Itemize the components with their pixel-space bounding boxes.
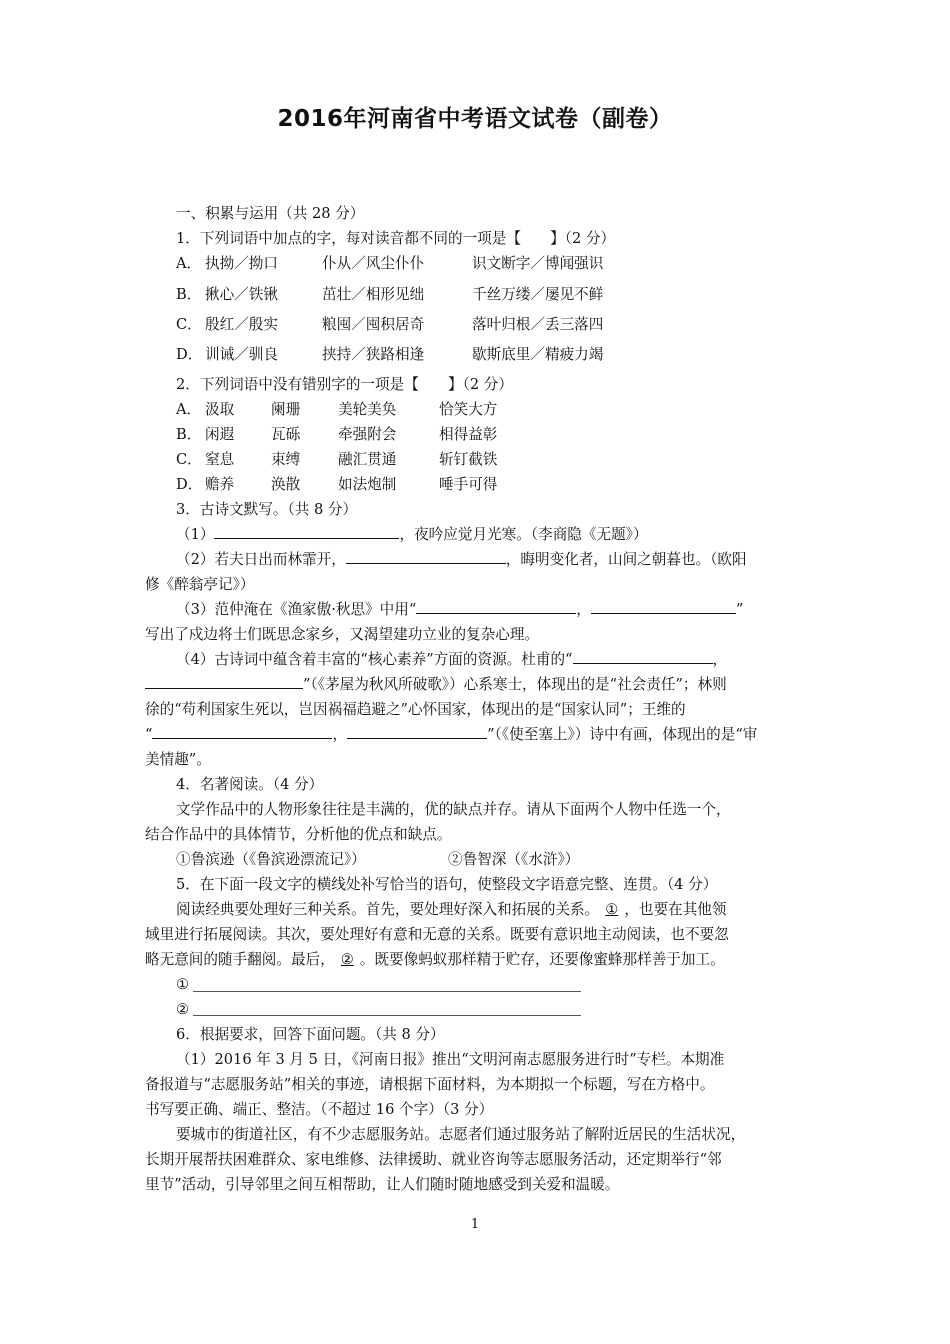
option-pair-2: 仆从／风尘仆仆 [322,255,425,272]
option-word-3: 如法炮制 [338,476,397,493]
q3-item-4 [176,647,844,672]
item-prefix: （2）若夫日出而林霏开， [176,551,346,568]
item-text: ” [735,601,744,618]
page-number: 1 [470,1217,480,1232]
option-word-3: 牵强附会 [338,426,397,443]
q3-item-4-line5: 美情趣”。 [145,751,211,768]
answer-blank[interactable] [591,599,736,614]
document-title: 2016年河南省中考语文试卷（副卷） [277,106,673,132]
item-prefix: （3）范仲淹在《渔家傲·秋思》中用“ [176,601,417,618]
item-sep: ， [332,726,348,743]
question-6-stem: 6．根据要求，回答下面问题。（共 8 分） [176,1026,445,1043]
question-1-stem: 1．下列词语中加点的字，每对读音都不同的一项是【 】（2 分） [176,230,616,247]
question-2-stem: 2．下列词语中没有错别字的一项是【 】（2 分） [176,376,513,393]
option-word-3: 美轮美奂 [338,401,397,418]
option-word-2: 束缚 [271,451,301,468]
q3-item-1 [176,522,844,547]
answer-blank[interactable] [416,599,576,614]
option-label: B． [176,286,202,303]
q3-item-2 [176,547,844,572]
option-pair-3: 歇斯底里／精疲力竭 [472,346,604,363]
q3-item-4-line4 [145,722,813,747]
blank-marker-1[interactable]: ① [605,901,619,918]
item-text: 略无意间的随手翻阅。最后， [145,951,335,968]
q4-choice-1: ①鲁滨逊（《鲁滨逊漂流记》） [176,851,366,868]
option-pair-2: 挟持／狭路相逢 [322,346,425,363]
option-pair-1: 执拗／拗口 [205,255,278,272]
q3-item-4-line3: 徐的“苟利国家生死以，岂因祸福趋避之”心怀国家，体现出的是“国家认同”；王维的 [145,701,686,718]
option-word-4: 相得益彰 [439,426,498,443]
option-word-1: 窒息 [205,451,235,468]
option-word-2: 涣散 [271,476,301,493]
item-text: 阅读经典要处理好三种关系。首先，要处理好深入和拓展的关系。 [176,901,600,918]
question-4-stem: 4．名著阅读。（4 分） [176,776,324,793]
q6-text-line6: 里节”活动，引导邻里之间互相帮助，让人们随时随地感受到关爱和温暖。 [145,1176,620,1193]
option-word-1: 汲取 [205,401,235,418]
option-word-1: 赡养 [205,476,235,493]
option-label: C． [176,316,202,333]
q5-text-line1 [176,897,844,922]
option-label: B． [176,426,202,443]
blank-marker-2[interactable]: ② [340,951,354,968]
item-text: ”（《使至塞上》）诗中有画，体现出的是“审 [487,726,758,743]
q3-item-3 [176,597,844,622]
q3-item-4-line2 [145,672,813,697]
q5-text-line3 [145,947,813,972]
option-label: D． [176,476,203,493]
option-pair-2: 茁壮／相形见绌 [322,286,425,303]
q5-answer-label-1: ① [176,976,190,993]
answer-blank[interactable] [152,724,332,739]
option-pair-3: 落叶归根／丢三落四 [472,316,604,333]
option-word-4: 斩钉截铁 [439,451,498,468]
option-word-3: 融汇贯通 [338,451,397,468]
option-word-4: 唾手可得 [439,476,498,493]
option-pair-3: 千丝万缕／屡见不鲜 [472,286,604,303]
item-text: 。既要像蚂蚁那样精于贮存，还要像蜜蜂那样善于加工。 [359,951,725,968]
item-text: ”（《茅屋为秋风所破歌》）心系寒士，体现出的是“社会责任”；林则 [303,676,727,693]
q3-item-3-cont: 写出了戍边将士们既思念家乡，又渴望建功立业的复杂心理。 [145,626,540,643]
option-pair-1: 训诫／驯良 [205,346,278,363]
answer-blank[interactable] [145,674,303,689]
answer-blank[interactable] [347,724,487,739]
option-label: C． [176,451,202,468]
q4-text-line2: 结合作品中的具体情节，分析他的优点和缺点。 [145,826,452,843]
item-text: （4）古诗词中蕴含着丰富的“核心素养”方面的资源。杜甫的“ [176,651,573,668]
answer-blank[interactable] [214,524,399,539]
option-pair-2: 粮囤／囤积居奇 [322,316,425,333]
item-sep: ， [576,601,591,618]
q4-choice-2: ②鲁智深（《水浒》） [448,851,580,868]
item-text: ，也要在其他领 [624,901,727,918]
option-word-4: 恰笑大方 [439,401,498,418]
option-label: A． [176,401,202,418]
q6-text-line4: 要城市的街道社区，有不少志愿服务站。志愿者们通过服务站了解附近居民的生活状况， [176,1126,746,1143]
option-pair-1: 殷红／殷实 [205,316,278,333]
q5-answer-label-2: ② [176,1001,190,1018]
q3-item-2-cont: 修《醉翁亭记》） [145,576,255,593]
q6-text-line1: （1）2016 年 3 月 5 日，《河南日报》推出“文明河南志愿服务进行时”专栏。本期准 [176,1051,725,1068]
q6-text-line3: 书写要正确、端正、整洁。（不超过 16 个字）（3 分） [145,1101,494,1118]
option-word-2: 瓦砾 [271,426,301,443]
option-pair-1: 揪心／铁锹 [205,286,278,303]
q6-text-line5: 长期开展帮扶困难群众、家电维修、法律援助、就业咨询等志愿服务活动，还定期举行“邻 [145,1151,722,1168]
option-word-2: 阑珊 [271,401,301,418]
item-text: ，晦明变化者，山间之朝暮也。（欧阳 [505,551,747,568]
item-text: “ [145,726,153,743]
item-text: ，夜吟应觉月光寒。（李商隐《无题》） [399,526,648,543]
answer-blank[interactable] [573,649,713,664]
option-label: A． [176,255,202,272]
option-label: D． [176,346,203,363]
question-3-stem: 3．古诗文默写。（共 8 分） [176,501,358,518]
q6-text-line2: 备报道与“志愿服务站”相关的事迹，请根据下面材料，为本期拟一个标题，写在方格中。 [145,1076,715,1093]
question-5-stem: 5．在下面一段文字的横线处补写恰当的语句，使整段文字语意完整、连贯。（4 分） [176,876,718,893]
q5-answer-line-2[interactable] [193,1014,581,1016]
q5-answer-line-1[interactable] [193,990,581,992]
section-heading: 一、积累与运用（共 28 分） [176,205,365,222]
item-sep: ， [712,651,728,668]
q5-text-line2: 域里进行拓展阅读。其次，要处理好有意和无意的关系。既要有意识地主动阅读，也不要忽 [145,926,729,943]
item-prefix: （1） [176,526,215,543]
option-pair-3: 识文断字／博闻强识 [472,255,604,272]
option-word-1: 闲遐 [205,426,235,443]
q4-text-line1: 文学作品中的人物形象往往是丰满的，优的缺点并存。请从下面两个人物中任选一个， [176,801,731,818]
answer-blank[interactable] [346,549,506,564]
